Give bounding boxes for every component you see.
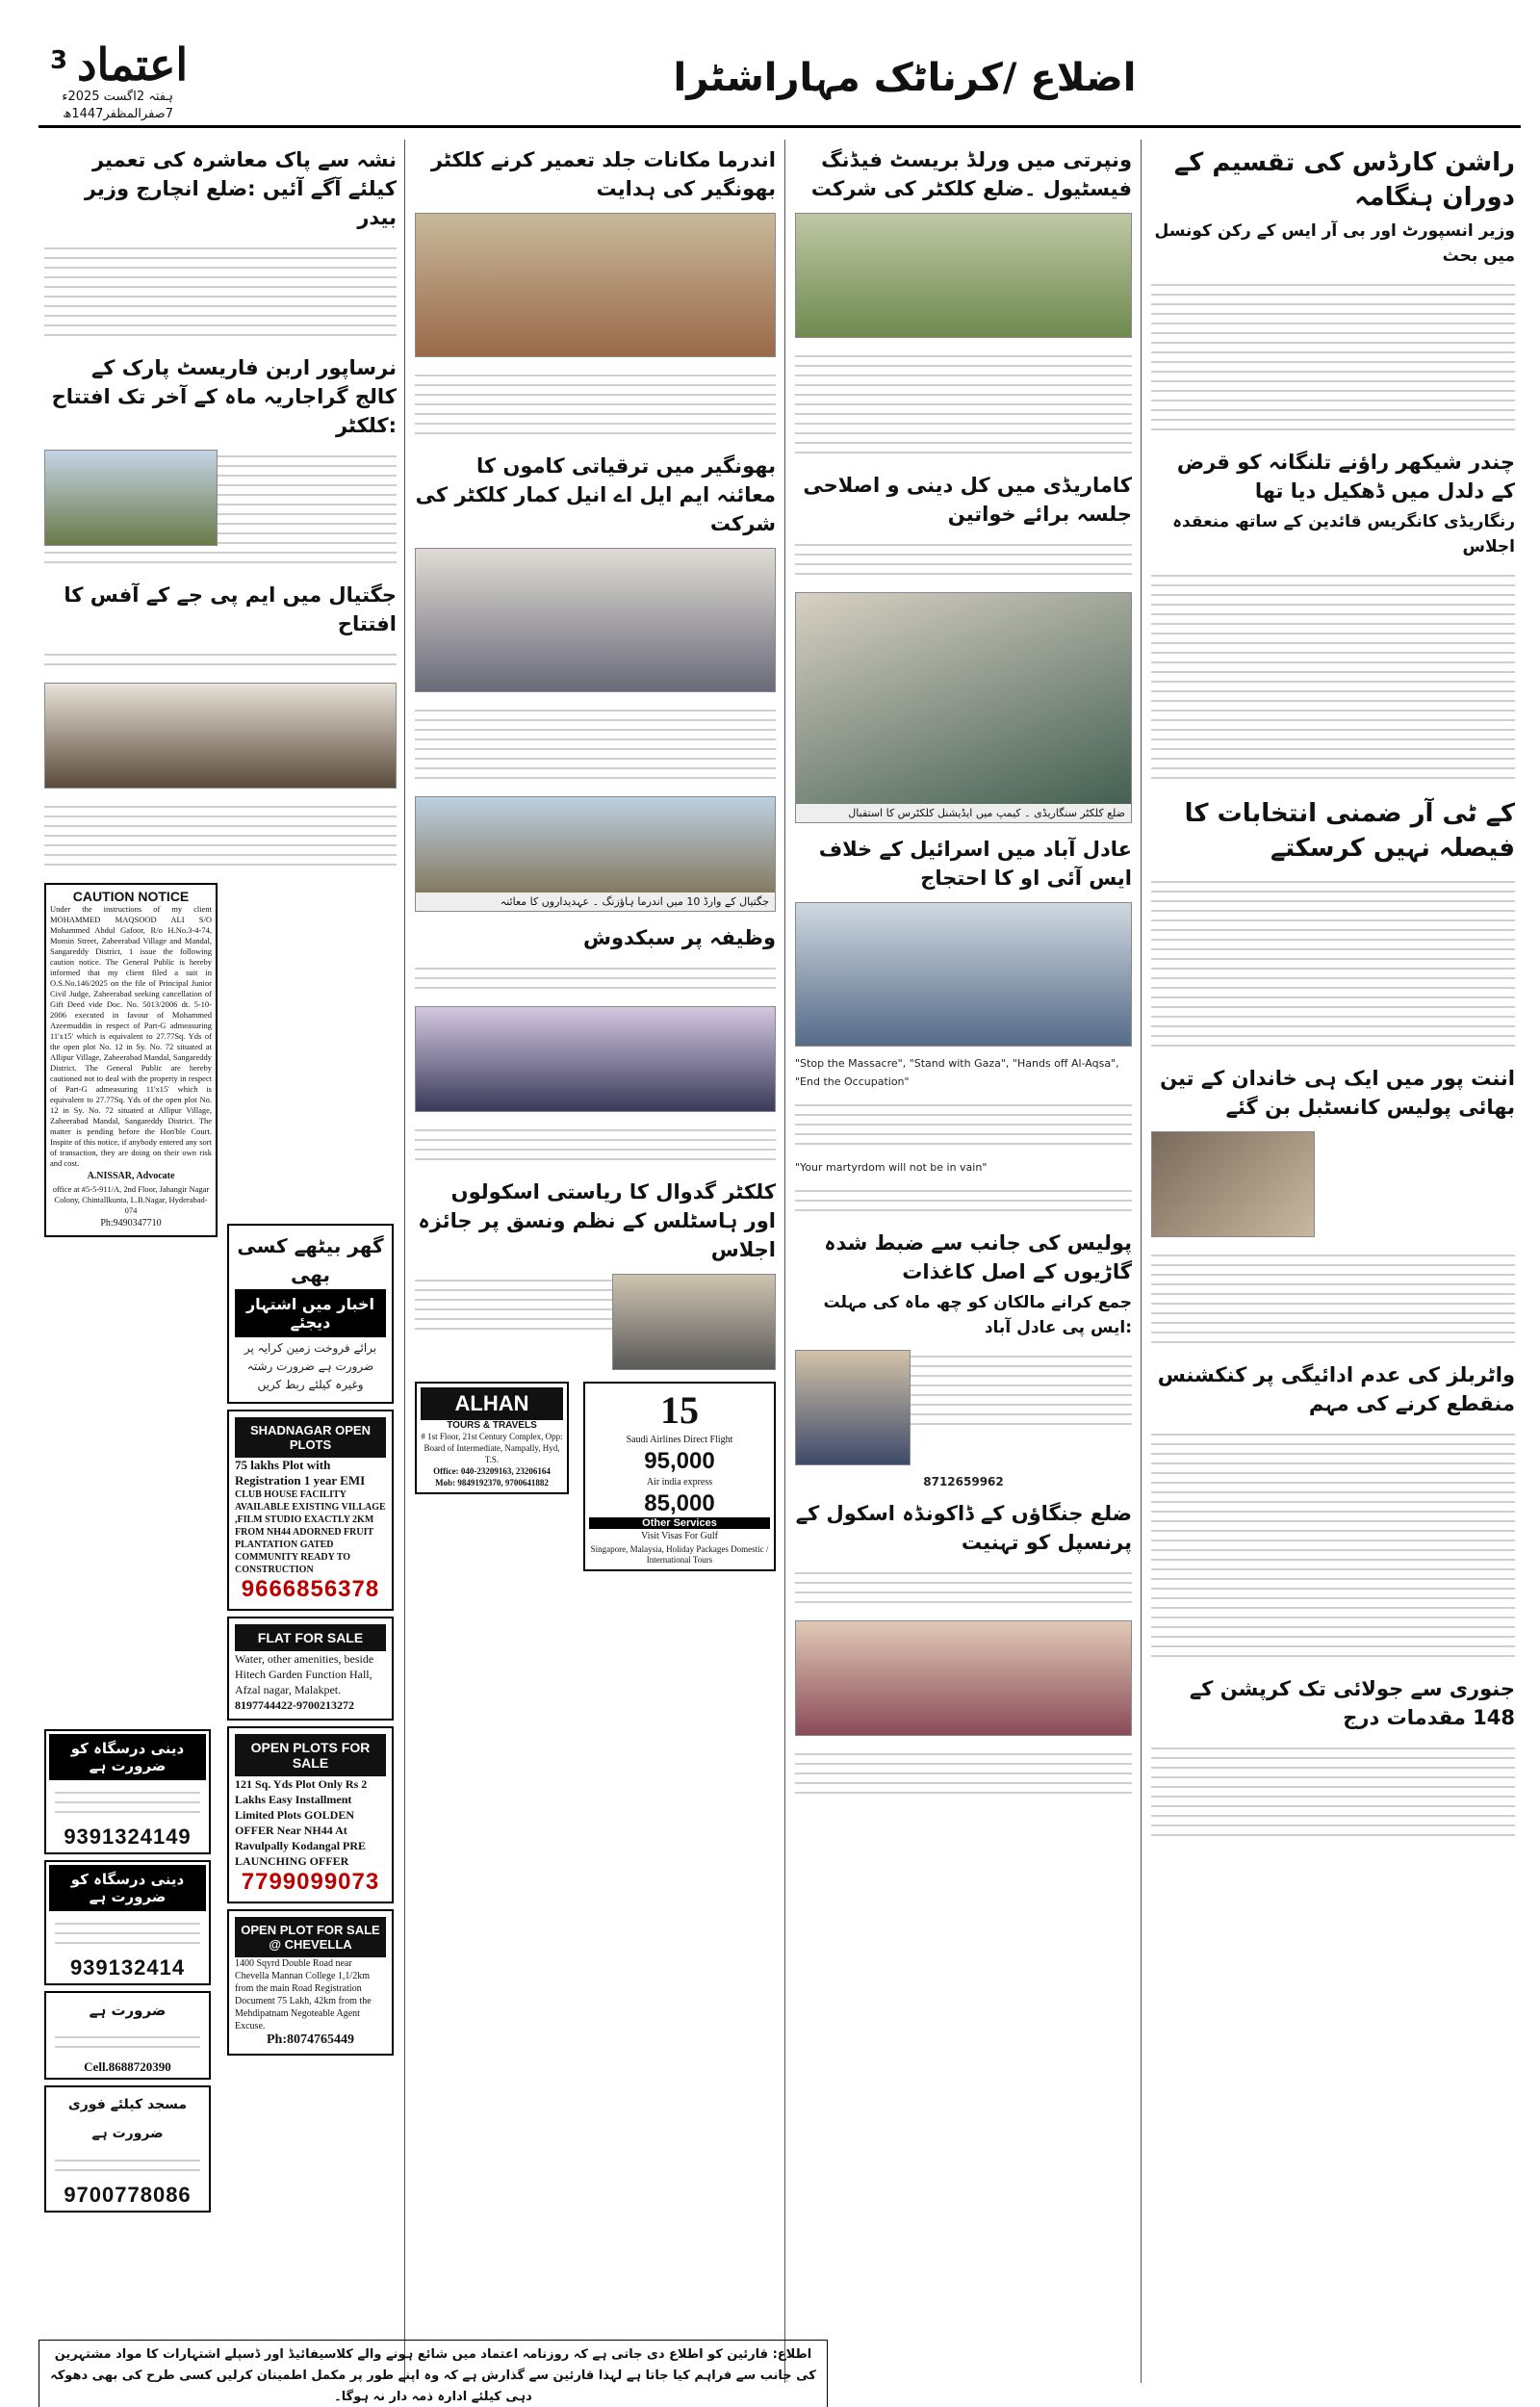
subhead-seized-vehicles: جمع کرانے مالکان کو چھ ماہ کی مہلت :ایس پی عادل آباد bbox=[823, 1293, 1132, 1337]
caution-advocate: A.NISSAR, Advocate bbox=[87, 1171, 175, 1181]
flat-phone: 8197744422-9700213272 bbox=[235, 1698, 354, 1712]
headline-ration-cards: راشن کارڈس کی تقسیم کے دوران ہنگامہ bbox=[1173, 148, 1515, 212]
urgent-phone: 9700778086 bbox=[64, 2183, 192, 2207]
issue-dates bbox=[58, 89, 173, 123]
ad-body bbox=[49, 1780, 206, 1825]
madrasa-2-phone: 939132414 bbox=[69, 1955, 186, 1980]
caution-notice bbox=[44, 883, 218, 1237]
photo-construction bbox=[415, 213, 776, 357]
promo-line-3: برائے فروخت زمین کرایہ پر ضرورت ہے ضرورت رشتہ وغیرہ کیلئے ربط کریں bbox=[244, 1341, 377, 1391]
caution-phone: Ph:9490347710 bbox=[100, 1218, 162, 1229]
article-body bbox=[789, 1561, 1138, 1615]
travel-address: # 1st Floor, 21st Century Complex, Opp: Board of Intermediate, Nampally, Hyd, T.S. bbox=[421, 1432, 563, 1464]
headline-ktr-elections: کے ٹی آر ضمنی انتخابات کا فیصلہ نہیں کرسکتے bbox=[1184, 799, 1515, 863]
headline-principal-felicitation: ضلع جنگاؤں کے ڈاکونڈہ اسکول کے پرنسپل کو تہنیت bbox=[795, 1502, 1132, 1554]
photo-sp-adilabad bbox=[795, 1350, 911, 1465]
date-gregorian: ہفتہ 2اگست 2025ء bbox=[62, 90, 173, 104]
travel-brand: ALHAN bbox=[421, 1387, 563, 1420]
madrasa-1-title: دینی درسگاہ کو ضرورت ہے bbox=[49, 1734, 206, 1780]
column-center-right bbox=[789, 140, 1138, 1805]
shadnagar-plots-ad bbox=[227, 1410, 394, 1611]
photo-collector bbox=[795, 592, 1132, 823]
article-body bbox=[789, 532, 1138, 586]
photo-festival bbox=[795, 213, 1132, 338]
article-body bbox=[789, 1742, 1138, 1805]
article-body bbox=[1145, 563, 1521, 790]
column-divider bbox=[1141, 140, 1142, 2383]
photo-forest-park bbox=[44, 450, 218, 546]
article-body bbox=[38, 642, 402, 677]
article-body bbox=[1145, 1422, 1521, 1669]
headline-mpj-office: جگتیال میں ایم پی جے کے آفس کا افتتاح bbox=[64, 583, 397, 635]
flat-title: FLAT FOR SALE bbox=[235, 1624, 386, 1651]
promo-line-1: گھر بیٹھے کسی بھی bbox=[237, 1234, 384, 1286]
article-body bbox=[409, 698, 782, 790]
headline-water-bills: واٹربلز کی عدم ادائیگی پر کنکشنس منقطع کرنے کی مہم bbox=[1157, 1363, 1515, 1415]
wanted-ad bbox=[44, 1991, 211, 2080]
photo-jagtial-ward bbox=[415, 796, 776, 912]
newspaper-logo: اعتماد bbox=[77, 39, 189, 91]
travel-mobile: Mob: 9849192370, 9700641882 bbox=[435, 1478, 549, 1488]
headline-indiramma-houses: اندرما مکانات جلد تعمیر کرنے کلکٹر بھونگیر کی ہدایت bbox=[430, 148, 776, 200]
umrah-ad bbox=[583, 1382, 776, 1571]
column-left bbox=[38, 140, 402, 1243]
article-body bbox=[789, 1093, 1138, 1156]
plots-phone: 7799099073 bbox=[241, 1869, 380, 1895]
promo-line-2: اخبار میں اشتہار دیجئے bbox=[235, 1289, 386, 1337]
headline-three-brothers-police: اننت پور میں ایک ہی خاندان کے تین بھائی پولیس کانسٹبل بن گئے bbox=[1160, 1067, 1515, 1119]
airline-one: Saudi Airlines Direct Flight bbox=[626, 1435, 733, 1445]
chevella-phone: Ph:8074765449 bbox=[267, 2032, 354, 2047]
open-plots-ad bbox=[227, 1726, 394, 1903]
madrasa-need-ad-1 bbox=[44, 1729, 211, 1854]
caution-text: Under the instructions of my client MOHAMMED MAQSOOD ALI S/O Mohammed Abdul Gafoor, R/o H.No.3-4-74, Momin Street, Zaheerabad Village and Mandal, Sangareddy District, 1 issue the following caution notice. The General Public is hereby informed that my client filed a suit in O.S.No.146/2025 on the file of Principal Junior Civil Judge, Zaheerabad seeking cancellation of Gift Deed vide Doc. No. 5013/2006 dt. 5-10-2006 executed in favour of Mohammed Azeemuddin in respect of Part-G admeasuring 11'x15' which is equivalent to 27.77Sq. Yds of the open plot No. 12 in Sy. No. 72 situated at Allipur Village, Zaheerabad Mandal, Sangareddy District. The General Public are hereby cautioned not to deal with the property in respect of Part-G admeasuring 11'x15' which is equivalent to 27.77Sq. Yds of the open plot No. 12 in Sy. No. 72 situated at Allipur Village, Zaheerabad Mandal, Sangareddy District. The matter is pending before the Hon'ble Court. Inspite of this notice, if anybody entered any sort of transaction, they are doing on their own risk and cost. bbox=[50, 904, 212, 1168]
airline-two: Air india express bbox=[646, 1477, 713, 1488]
article-body bbox=[789, 1178, 1138, 1223]
headline-retirement: وظیفہ پر سبکدوش bbox=[583, 926, 776, 949]
article-body bbox=[1145, 1243, 1521, 1355]
shadnagar-title: SHADNAGAR OPEN PLOTS bbox=[235, 1417, 386, 1458]
date-hijri: 7صفرالمظفر1447ھ bbox=[63, 107, 173, 121]
column-right bbox=[1145, 140, 1521, 1848]
headline-kcr-debt: چندر شیکھر راؤنے تلنگانہ کو قرض کے دلدل میں ڈھکیل دیا تھا bbox=[1176, 451, 1515, 503]
column-divider bbox=[404, 140, 405, 2383]
shadnagar-features: CLUB HOUSE FACILITY AVAILABLE EXISTING VILLAGE ,FILM STUDIO EXACTLY 2KM FROM NH44 ADORNED FRUIT PLANTATION GATED COMMUNITY READY TO CONSTRUCTION bbox=[235, 1489, 386, 1575]
article-body bbox=[1145, 272, 1521, 442]
services-title: Other Services bbox=[589, 1517, 770, 1529]
article-body bbox=[409, 956, 782, 1000]
headline-kamareddy-women-meeting: کاماریڈی میں کل دینی و اصلاحی جلسہ برائے خواتین bbox=[803, 474, 1132, 526]
protest-slogans: "Stop the Massacre", "Stand with Gaza", "Hands off Al-Aqsa", "End the Occupation" bbox=[795, 1057, 1119, 1088]
headline-sio-protest: عادل آباد میں اسرائیل کے خلاف ایس آئی او کا احتجاج bbox=[818, 838, 1132, 890]
photo-caption: ضلع کلکٹر سنگاریڈی ۔ کیمپ میں ایڈیشنل کلکٹرس کا استقبال bbox=[796, 804, 1131, 822]
article-body bbox=[789, 344, 1138, 465]
photo-review-meeting bbox=[415, 548, 776, 692]
column-ads bbox=[221, 1218, 399, 2061]
headline-gadwal-schools: کلکٹر گدوال کا ریاستی اسکولوں اور ہاسٹلس کے نظم ونسق پر جائزہ اجلاس bbox=[418, 1180, 776, 1261]
plots-details: 121 Sq. Yds Plot Only Rs 2 Lakhs Easy Installment Limited Plots GOLDEN OFFER Near NH44 At Ravulpally Kodangal PRE LAUNCHING OFFER bbox=[235, 1777, 368, 1868]
page-number: 3 bbox=[50, 46, 68, 75]
chevella-plot-ad bbox=[227, 1909, 394, 2056]
advertising-disclaimer: اطلاع: قارئین کو اطلاع دی جاتی ہے کہ روزنامہ اعتماد میں شائع ہونے والے کلاسیفائیڈ اور ڈسپلے اشتہارات کا مواد مشتہرین کی جانب سے فراہم کیا جاتا ہے لہذا قارئین سے گذارش ہے کہ وہ اپنے طور پر مکمل اطمینان کرلیں کسی طرح کی بھی دھوکہ دہی کیلئے ادارہ ذمہ دار نہ ہوگا۔ bbox=[38, 2340, 828, 2407]
headline-drug-free-society: نشہ سے پاک معاشرہ کی تعمیر کیلئے آگے آئیں :ضلع انچارج وزیر بیدر bbox=[84, 148, 397, 229]
photo-protest bbox=[795, 902, 1132, 1047]
wanted-title: ضرورت ہے bbox=[89, 2002, 167, 2019]
photo-office-opening bbox=[44, 683, 397, 789]
umrah-days: 15 bbox=[660, 1388, 699, 1432]
shadnagar-phone: 9666856378 bbox=[241, 1576, 380, 1602]
martyrdom-quote: "Your martyrdom will not be in vain" bbox=[795, 1161, 988, 1174]
ad-body bbox=[49, 2148, 206, 2183]
masthead bbox=[0, 0, 1540, 135]
masjid-urgent-ad bbox=[44, 2085, 211, 2213]
article-body bbox=[409, 363, 782, 446]
madrasa-2-title: دینی درسگاہ کو ضرورت ہے bbox=[49, 1865, 206, 1911]
contact-phone: 8712659962 bbox=[923, 1475, 1004, 1488]
subhead-kcr-debt: رنگاریڈی کانگریس قائدین کے ساتھ منعقدہ اجلاس bbox=[1172, 512, 1515, 556]
travel-ad bbox=[415, 1382, 569, 1494]
ad-body bbox=[49, 1911, 206, 1955]
photo-gadwal bbox=[612, 1274, 776, 1370]
headline-seized-vehicles: پولیس کی جانب سے ضبط شدہ گاڑیوں کے اصل کاغذات bbox=[824, 1231, 1132, 1283]
article-body bbox=[409, 1118, 782, 1172]
article-body bbox=[1145, 869, 1521, 1058]
chevella-title: OPEN PLOT FOR SALE @ CHEVELLA bbox=[235, 1917, 386, 1957]
services-visas: Visit Visas For Gulf bbox=[640, 1531, 718, 1541]
photo-caption: جگتیال کے وارڈ 10 میں اندرما ہاؤزنگ ۔ عہدیداروں کا معائنہ bbox=[416, 893, 775, 911]
caution-office: office at #5-5-911/A, 2nd Floor, Jahangir Nagar Colony, Chintallkunta, L.B.Nagar, Hyderabad-074 bbox=[52, 1184, 210, 1215]
masthead-rule bbox=[38, 125, 1521, 128]
madrasa-1-phone: 9391324149 bbox=[64, 1825, 192, 1849]
caution-title: CAUTION NOTICE bbox=[72, 889, 190, 904]
advertise-promo bbox=[227, 1224, 394, 1404]
photo-felicitation bbox=[795, 1620, 1132, 1736]
article-body bbox=[38, 236, 402, 348]
plots-title: OPEN PLOTS FOR SALE bbox=[235, 1734, 386, 1776]
headline-bhongir-development: بھونگیر میں ترقیاتی کاموں کا معائنہ ایم ایل اے انیل کمار کلکٹر کی شرکت bbox=[415, 454, 776, 535]
wanted-cell: Cell.8688720390 bbox=[84, 2059, 171, 2074]
chevella-details: 1400 Sqyrd Double Road near Chevella Mannan College 1,1/2km from the main Road Registration Document 75 Lakh, 42km from the Mehdipatnam Negoteable Agent Excuse. bbox=[235, 1958, 372, 2032]
headline-breastfeeding-festival: ونپرتی میں ورلڈ بریسٹ فیڈنگ فیسٹیول ۔ضلع کلکٹر کی شرکت bbox=[810, 148, 1132, 200]
urgent-title: مسجد کیلئے فوری ضرورت ہے bbox=[67, 2097, 188, 2141]
fare-two: 85,000 bbox=[644, 1490, 715, 1516]
column-center-left bbox=[409, 140, 782, 1577]
ad-body bbox=[49, 2025, 206, 2059]
madrasa-need-ad-2 bbox=[44, 1860, 211, 1985]
subhead-ration-cards: وزیر انسپورٹ اور بی آر ایس کے رکن کونسل میں بحث bbox=[1154, 221, 1515, 266]
shadnagar-offer: 75 lakhs Plot with Registration 1 year EMI bbox=[235, 1458, 366, 1488]
headline-narsapur-forest-park: نرساپور اربن فاریسٹ پارک کے کالج گراجاریہ ماہ کے آخر تک افتتاح :کلکٹر bbox=[51, 356, 397, 437]
services-packages: Singapore, Malaysia, Holiday Packages Domestic / International Tours bbox=[590, 1544, 769, 1565]
column-divider bbox=[784, 140, 785, 2383]
fare-one: 95,000 bbox=[644, 1448, 715, 1474]
travel-office-phone: Office: 040-23209163, 23206164 bbox=[433, 1466, 551, 1476]
flat-sale-ad bbox=[227, 1617, 394, 1721]
flat-details: Water, other amenities, beside Hitech Garden Function Hall, Afzal nagar, Malakpet. bbox=[235, 1652, 374, 1696]
article-body bbox=[38, 794, 402, 877]
section-title: اضلاع /کرناٹک مہاراشٹرا bbox=[673, 56, 1137, 100]
travel-tagline: TOURS & TRAVELS bbox=[447, 1420, 537, 1431]
article-body bbox=[1145, 1736, 1521, 1848]
photo-retirement bbox=[415, 1006, 776, 1112]
column-classifieds bbox=[38, 1723, 217, 2218]
headline-corruption-cases: جنوری سے جولائی تک کرپشن کے 148 مقدمات درج bbox=[1189, 1677, 1515, 1729]
photo-constables bbox=[1151, 1131, 1315, 1237]
